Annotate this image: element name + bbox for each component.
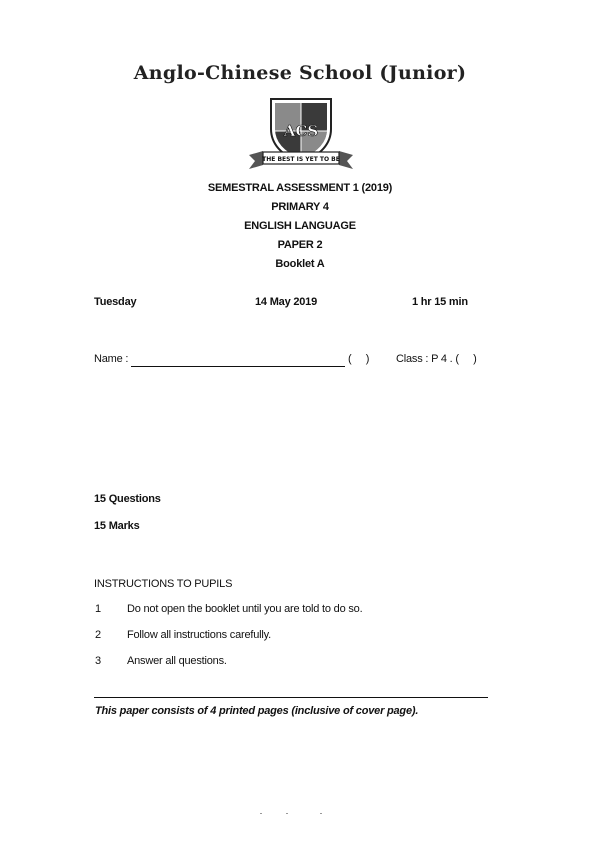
class-field[interactable]: Class : P 4 . ( )	[396, 353, 477, 365]
exam-duration: 1 hr 15 min	[412, 296, 468, 308]
instructions-heading: INSTRUCTIONS TO PUPILS	[94, 578, 233, 590]
footer-divider	[94, 697, 488, 698]
level-title: PRIMARY 4	[271, 201, 329, 213]
crest-letters: ACS	[283, 122, 319, 140]
school-name: Anglo-Chinese School (Junior)	[133, 62, 467, 84]
exam-day: Tuesday	[94, 296, 137, 308]
question-count: 15 Questions	[94, 493, 161, 505]
mark-count: 15 Marks	[94, 520, 140, 532]
scan-speck	[286, 813, 288, 814]
page-count-note: This paper consists of 4 printed pages (inclusive of cover page).	[95, 705, 419, 717]
booklet-title: Booklet A	[275, 258, 325, 270]
scan-speck	[320, 813, 322, 814]
paper-title: PAPER 2	[277, 239, 323, 251]
instruction-text: Do not open the booklet until you are told to do so.	[127, 603, 363, 615]
register-number-field[interactable]: ( )	[348, 353, 370, 365]
name-field[interactable]	[131, 366, 345, 367]
subject-title: ENGLISH LANGUAGE	[244, 220, 356, 232]
exam-date: 14 May 2019	[255, 296, 318, 308]
instruction-number: 2	[95, 629, 102, 641]
scan-speck	[260, 813, 262, 814]
instruction-text: Answer all questions.	[127, 655, 227, 667]
assessment-title: SEMESTRAL ASSESSMENT 1 (2019)	[207, 182, 393, 194]
crest-motto: THE BEST IS YET TO BE	[262, 156, 340, 163]
school-crest-logo	[243, 95, 359, 171]
instruction-number: 1	[95, 603, 102, 615]
instruction-number: 3	[95, 655, 102, 667]
instruction-text: Follow all instructions carefully.	[127, 629, 271, 641]
name-label: Name :	[94, 353, 129, 365]
